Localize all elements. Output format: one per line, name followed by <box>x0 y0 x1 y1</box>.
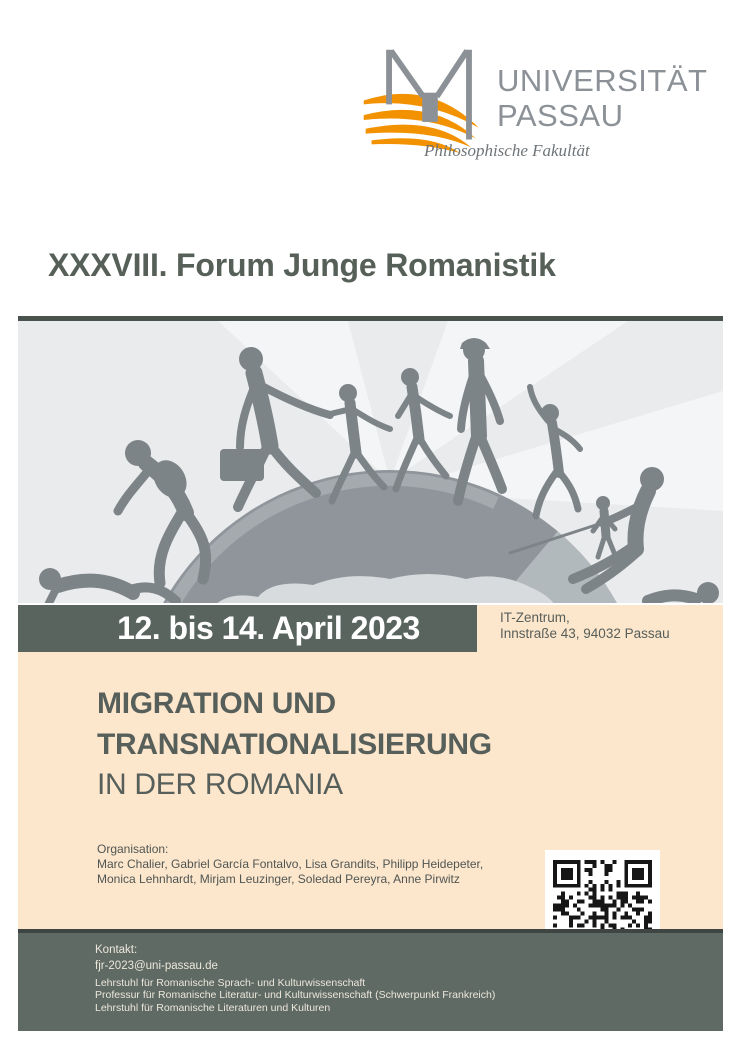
department-item: Professur für Romanische Literatur- und Kulturwissenschaft (Schwerpunkt Frankreich) <box>95 989 496 1002</box>
university-name <box>497 63 707 133</box>
footer <box>18 929 723 1031</box>
faculty-name: Philosophische Fakultät <box>424 141 590 160</box>
poster-title-line2: TRANSNATIONALISIERUNG <box>97 727 492 761</box>
department-list <box>95 977 495 1014</box>
organisation-names-line1: Marc Chalier, Gabriel García Fontalvo, Lisa Grandits, Philipp Heidepeter, <box>97 857 484 871</box>
university-name-line1: UNIVERSITÄT <box>497 63 708 98</box>
department-item: Lehrstuhl für Romanische Sprach- und Kulturwissenschaft <box>95 977 366 989</box>
date-banner <box>18 605 477 652</box>
globe-migration-illustration <box>18 321 723 603</box>
department-item: Lehrstuhl für Romanische Literaturen und Kulturen <box>95 1001 331 1014</box>
university-name-line2: PASSAU <box>497 98 624 133</box>
contact-email: fjr-2023@uni-passau.de <box>95 960 218 972</box>
hero-image <box>18 316 723 603</box>
venue-address <box>500 610 670 642</box>
contact-label: Kontakt: <box>95 944 138 956</box>
event-date: 12. bis 14. April 2023 <box>117 610 420 646</box>
venue-line2: Innstraße 43, 94032 Passau <box>500 626 670 641</box>
poster-title <box>97 684 492 806</box>
university-logo-icon <box>360 42 500 157</box>
organisation-block <box>97 842 483 887</box>
organisation-label: Organisation: <box>97 842 169 856</box>
poster-title-line1: MIGRATION UND <box>97 687 336 720</box>
page-title: XXXVIII. Forum Junge Romanistik <box>48 247 556 283</box>
venue-line1: IT-Zentrum, <box>500 610 570 625</box>
book-pages <box>422 93 438 122</box>
poster-title-line3: IN DER ROMANIA <box>97 768 343 801</box>
organisation-names-line2: Monica Lehnhardt, Mirjam Leuzinger, Soledad Pereyra, Anne Pirwitz <box>97 872 460 886</box>
